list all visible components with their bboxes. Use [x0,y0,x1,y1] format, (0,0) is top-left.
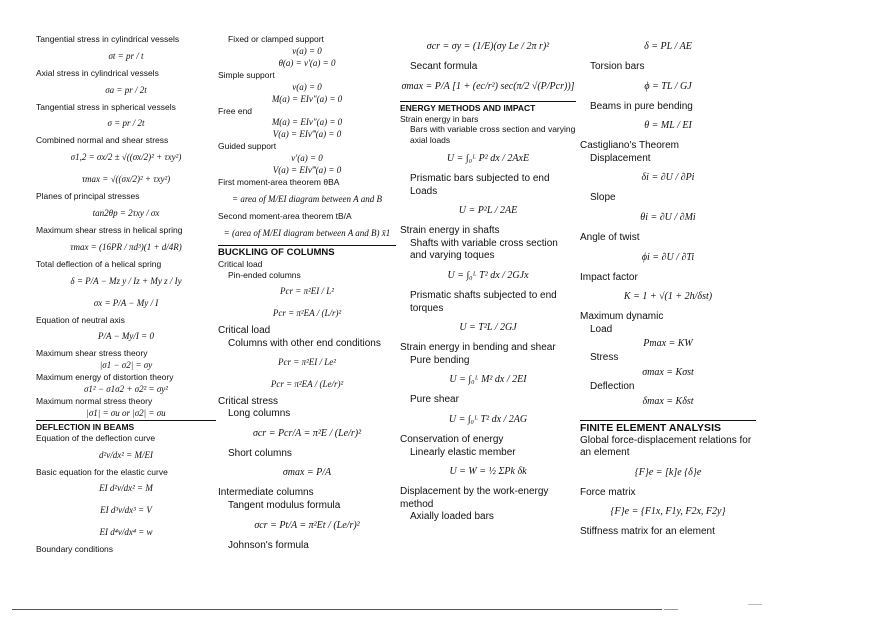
heading-intermediate-columns: Intermediate columns [218,487,314,499]
heading-stiffness-matrix: Stiffness matrix for an element [580,526,715,538]
formula-pure-bending: U = ∫₀ᴸ M² dx / 2EI [449,374,527,386]
formula-elastic-shear: EI d³v/dx³ = V [100,505,152,516]
heading-strain-energy-shafts: Strain energy in shafts [400,225,500,237]
formula-free-1: M(a) = EIv″(a) = 0 [271,117,343,128]
heading-variable-cross-section: Bars with variable cross section and varying axial loads [410,124,576,146]
column-4 [580,34,756,539]
heading-helical-spring-shear: Maximum shear stress in helical spring [36,224,183,235]
formula-pure-shear: U = ∫₀ᴸ T² dx / 2AG [448,413,528,425]
heading-secant-formula: Secant formula [410,61,478,72]
formula-elastic-load: EI d⁴v/dx⁴ = w [99,527,153,538]
column-2 [218,34,396,552]
heading-angle-of-twist: Angle of twist [580,231,640,243]
heading-beams-pure-bending: Beams in pure bending [590,100,693,112]
heading-stress: Stress [590,352,619,364]
heading-moment-area-2: Second moment-area theorem tB/A [218,210,352,221]
heading-combined-stress: Combined normal and shear stress [36,135,169,146]
heading-tangential-spherical: Tangential stress in spherical vessels [36,101,176,112]
formula-deflection-b: σx = P/A − My / I [93,297,159,308]
formula-shafts-variable: U = ∫₀ᴸ T² dx / 2GJx [447,269,529,281]
formula-displacement: δi = ∂U / ∂Pi [641,172,695,184]
heading-simple-support: Simple support [218,69,275,80]
heading-pure-bending: Pure bending [410,354,470,366]
footer-page-mark [748,604,762,605]
heading-linearly-elastic: Linearly elastic member [410,446,516,458]
section-finite-element-analysis: FINITE ELEMENT ANALYSIS [580,420,756,435]
formula-stress: σmax = Kσst [642,366,694,378]
heading-force-matrix: Force matrix [580,486,636,498]
heading-strain-energy-bars: Strain energy in bars [400,113,479,124]
heading-displacement: Displacement [590,152,651,164]
formula-johnson: σcr = σy = (1/E)(σy Le / 2π r)² [426,41,550,52]
formula-deflection-curve: d²v/dx² = M/EI [99,449,153,460]
heading-max-normal-theory: Maximum normal stress theory [36,395,153,406]
heading-conservation-of-energy: Conservation of energy [400,433,504,445]
formula-elastic-moment: EI d²v/dx² = M [99,483,153,494]
formula-tangential-spherical: σ = pr / 2t [107,118,145,129]
section-buckling-of-columns: BUCKLING OF COLUMNS [218,245,396,259]
formula-tangential-cylindrical: σt = pr / t [108,50,144,61]
formula-short-columns: σmax = P/A [282,467,332,479]
heading-long-columns: Long columns [228,408,291,420]
heading-maximum-dynamic: Maximum dynamic [580,311,664,323]
heading-helical-deflection: Total deflection of a helical spring [36,258,162,269]
heading-short-columns: Short columns [228,447,292,459]
formula-deflection-a: δ = P/A − Mz y / Iz + My z / Iy [70,275,182,286]
formula-helical-spring-shear: τmax = (16PR / πd³)(1 + d/4R) [70,241,182,252]
formula-slope: θi = ∂U / ∂Mi [640,211,696,223]
heading-johnson-formula: Johnson's formula [228,539,309,551]
formula-combined-tmax: τmax = √((σx/2)² + τxy²) [81,174,171,185]
formula-principal-planes: tan2θp = 2τxy / σx [92,207,160,218]
formula-combined-principal: σ1,2 = σx/2 ± √((σx/2)² + τxy²) [70,152,182,163]
heading-axially-loaded-bars: Axially loaded bars [410,511,494,523]
formula-prismatic-bars: U = P²L / 2AE [458,205,518,217]
heading-free-end: Free end [218,105,253,116]
heading-axial-cylindrical: Axial stress in cylindrical vessels [36,67,159,78]
heading-impact-factor: Impact factor [580,271,638,283]
formula-fixed-1: v(a) = 0 [292,45,322,56]
formula-other-end-1: Pcr = π²EI / Le² [278,356,336,367]
formula-variable-cross-section: U = ∫₀ᴸ P² dx / 2AxE [446,152,530,164]
heading-torsion-bars: Torsion bars [590,61,645,72]
formula-distortion-theory: σ1² − σ1σ2 + σ2² = σy² [83,383,168,394]
section-deflection-in-beams: DEFLECTION IN BEAMS [36,420,216,433]
formula-pin-ended-1: Pcr = π²EI / L² [280,286,334,297]
formula-secant: σmax = P/A [1 + (ec/r²) sec(π/2 √(P/Pcr))] [401,80,575,92]
formula-load: Pmax = KW [643,338,693,350]
heading-principal-planes: Planes of principal stresses [36,191,140,202]
heading-slope: Slope [590,192,616,204]
formula-neutral-axis: P/A − My/I = 0 [98,331,154,342]
heading-prismatic-bars: Prismatic bars subjected to end Loads [410,172,550,197]
heading-critical-load: Critical load [218,258,263,269]
heading-bending-and-shear: Strain energy in bending and shear [400,342,556,354]
formula-force-matrix: {F}e = {F1x, F1y, F2x, F2y} [610,506,726,518]
formula-axial-delta: δ = PL / AE [644,41,692,52]
formula-angle-of-twist: ϕi = ∂U / ∂Ti [641,251,695,263]
section-energy-methods: ENERGY METHODS AND IMPACT [400,101,576,114]
heading-deflection-curve: Equation of the deflection curve [36,432,156,443]
formula-beams-pure-bending: θ = ML / EI [644,120,692,132]
formula-guided-1: v′(a) = 0 [291,153,323,164]
formula-simple-2: M(a) = EIv″(a) = 0 [271,93,343,104]
heading-work-energy-method: Displacement by the work-energy method [400,486,549,510]
formula-guided-2: V(a) = EIv‴(a) = 0 [272,165,342,176]
heading-shafts-variable: Shafts with variable cross section and varying toques [410,237,558,262]
formula-global-relations: {F}e = [k]e {δ}e [634,466,702,478]
heading-deflection: Deflection [590,380,635,392]
column-3 [400,34,576,524]
column-1 [36,34,216,555]
footer-rule [12,609,662,610]
formula-fixed-2: θ(a) = v′(a) = 0 [278,57,336,68]
heading-max-shear-theory: Maximum shear stress theory [36,348,148,359]
formula-simple-1: v(a) = 0 [292,81,322,92]
heading-elastic-curve: Basic equation for the elastic curve [36,466,168,477]
heading-distortion-theory: Maximum energy of distortion theory [36,372,174,383]
heading-pure-shear: Pure shear [410,394,459,406]
heading-castigliano: Castigliano's Theorem [580,140,679,152]
formula-axial-cylindrical: σa = pr / 2t [105,84,147,95]
heading-pin-ended: Pin-ended columns [228,269,301,280]
heading-boundary-conditions: Boundary conditions [36,544,114,555]
heading-tangent-modulus: Tangent modulus formula [228,499,341,511]
heading-moment-area-1: First moment-area theorem θBA [218,177,340,188]
heading-tangential-cylindrical: Tangential stress in cylindrical vessels [36,34,180,44]
heading-critical-load-2: Critical load [218,325,271,337]
formula-torsion-bars: ϕ = TL / GJ [644,80,692,92]
heading-critical-stress: Critical stress [218,395,279,407]
footer-rule-short [664,609,678,610]
formula-moment-area-1: = area of M/EI diagram between A and B [232,193,382,204]
formula-max-shear-theory: |σ1 − σ2| = σy [99,360,153,371]
formula-free-2: V(a) = EIv‴(a) = 0 [272,129,342,140]
formula-other-end-2: Pcr = π²EA / (Le/r)² [270,378,344,389]
heading-global-relations: Global force-displacement relations for an element [580,434,752,459]
formula-long-columns: σcr = Pcr/A = π²E / (Le/r)² [252,427,362,439]
heading-guided-support: Guided support [218,141,277,152]
formula-impact-factor: K = 1 + √(1 + 2h/δst) [623,291,713,303]
heading-neutral-axis: Equation of neutral axis [36,314,125,325]
formula-max-normal-theory: |σ1| = σu or |σ2| = σu [86,407,166,418]
formula-prismatic-shafts: U = T²L / 2GJ [459,322,517,334]
formula-tangent-modulus: σcr = Pt/A = π²Et / (Le/r)² [254,519,360,531]
heading-prismatic-shafts: Prismatic shafts subjected to end torques [410,289,557,314]
heading-other-end-conditions: Columns with other end conditions [228,337,381,349]
formula-deflection: δmax = Kδst [642,395,694,407]
formula-moment-area-2: = (area of M/EI diagram between A and B) x̄1 [223,227,391,238]
heading-fixed-support: Fixed or clamped support [228,34,324,44]
formula-linearly-elastic: U = W = ½ ΣPk δk [449,466,527,478]
formula-pin-ended-2: Pcr = π²EA / (L/r)² [272,308,342,319]
heading-load: Load [590,323,613,335]
